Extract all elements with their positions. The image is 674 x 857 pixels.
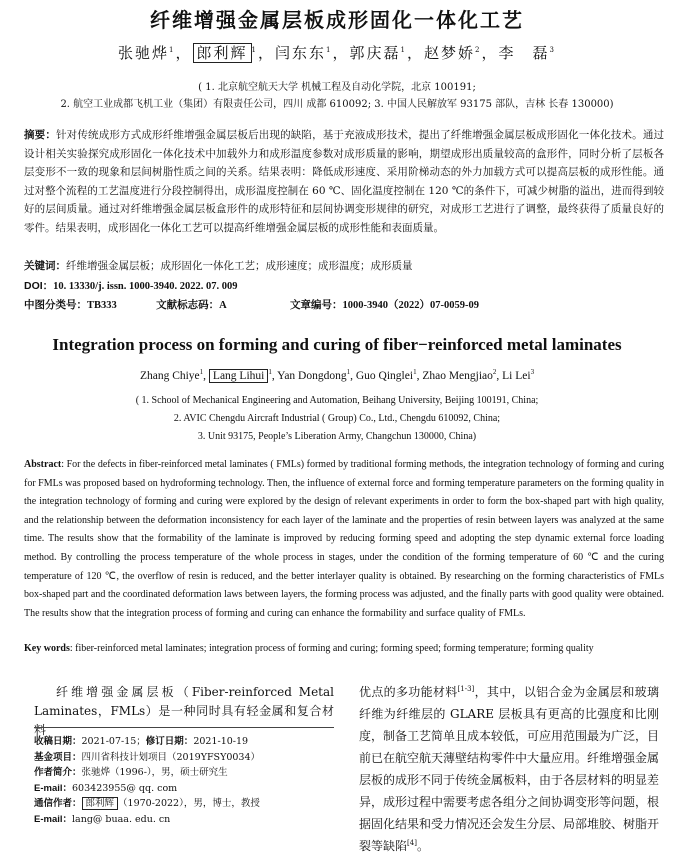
footnote-label: 修订日期：: [145, 736, 194, 747]
footnote-text: 张驰烨（1996-），男，硕士研究生: [81, 767, 228, 778]
footnote-text: 2021-07-15；: [81, 736, 146, 747]
en-author-name: Zhang Chiye: [139, 370, 200, 382]
cn-articleno-label: 文章编号：: [290, 299, 343, 311]
cn-author-separator: ，: [406, 44, 424, 62]
cn-author-name: 李 磊: [498, 44, 550, 62]
footnote-label: 作者简介：: [34, 767, 82, 778]
cn-author-affil-mark: 1: [400, 46, 407, 54]
en-keywords-label: Key words: [24, 643, 70, 654]
en-author-separator: ,: [416, 370, 423, 382]
en-affiliation-line1: ( 1. School of Mechanical Engineering and Automation, Beihang University, Beijing 100191, China;: [135, 395, 539, 406]
cn-author-affil-mark: 3: [549, 46, 556, 54]
en-author-affil-mark: 1: [199, 368, 204, 377]
footnote-row: [34, 812, 344, 828]
cn-author-name: 郎利辉: [193, 43, 252, 63]
cn-author-affil-mark: 1: [251, 46, 258, 54]
cn-author-separator: ，: [481, 44, 499, 62]
cn-clc-label: 中图分类号：: [24, 299, 87, 311]
en-authors: [0, 370, 674, 382]
cn-author-name: 赵梦娇: [424, 44, 476, 62]
en-author-affil-mark: 1: [346, 368, 351, 377]
en-author-name: Guo Qinglei: [355, 370, 414, 382]
cn-title: 纤维增强金属层板成形固化一体化工艺: [150, 10, 524, 32]
en-keywords: [24, 643, 669, 654]
en-abstract-text: : For the defects in fiber-reinforced metal laminates ( FMLs) formed by traditional forming methods, the integration technology of forming and curing for FMLs was proposed based on hydroforming technology. Then, the influence of external force and forming temperature parameters on the forming quality in the integration technology of forming and curing were explored by the design of relevant experiments in order to form the box-shaped part with high quality, and the relationship between the deformation inconsistency for each layer of the laminate and the properties of resin between layers was analyzed at the same time. The results show that the formability of the laminate is improved by reducing forming speed and adopting the step dynamic external force loading method. By controlling the process temperature of the whole process in stages, under the condition of the forming temperature of 60 ℃ and the curing temperature of 120 ℃, the overflow of resin is reduced, and the better interlayer quality is obtained. By researching on the forming characteristics of FMLs box-shaped part and the coordinated deformation laws between layers, the forming process was adjusted, and the finally parts with good quality were obtained. The results show that the integration process of forming and curing can enhance the formability and surface quality of FMLs.: [24, 459, 664, 619]
cn-keywords-text: 纤维增强金属层板；成形固化一体化工艺；成形速度；成形温度；成形质量: [66, 260, 413, 272]
cn-affiliation-line2: 2. 航空工业成都飞机工业（集团）有限责任公司，四川 成都 610092; 3. 中国人民解放军 93175 部队，吉林 长春 130000): [60, 99, 614, 110]
cn-author-name: 张驰烨: [118, 44, 170, 62]
cn-author-name: 郭庆磊: [349, 44, 401, 62]
footnote-row: [34, 781, 344, 797]
citation-mark: [4]: [407, 839, 417, 847]
en-abstract-label: Abstract: [24, 459, 62, 470]
cn-abstract: [24, 126, 664, 238]
cn-doi-label: DOI：: [24, 280, 54, 292]
cn-clc-value: TB333: [87, 300, 117, 311]
footnote-label: E-mail：: [34, 782, 73, 794]
cn-affiliation-line1: ( 1. 北京航空航天大学 机械工程及自动化学院，北京 100191;: [198, 82, 476, 93]
footnote-label: E-mail：: [34, 813, 73, 825]
cn-authors: [0, 42, 674, 63]
footnote-text: 603423955@ qq. com: [72, 782, 178, 794]
footnote-row: [34, 765, 344, 781]
cn-author-affil-mark: 2: [475, 46, 482, 54]
en-affiliation-line3: 3. Unit 93175, People’s Liberation Army, Changchun 130000, China): [197, 431, 477, 442]
cn-doccode-value: A: [219, 300, 227, 311]
en-author-separator: ,: [350, 370, 356, 382]
footnote-label: 基金项目：: [34, 751, 82, 763]
en-author-separator: ,: [203, 370, 209, 382]
cn-abstract-text: 针对传统成形方式成形纤维增强金属层板后出现的缺陷，基于充液成形技术，提出了纤维增强金属层板成形固化一体化技术。通过设计相关实验探究成形固化一体化技术中加载外力和成形温度参数对成形质量的影响，期望成形出质量较高的盒形件，同时分析了层板各层变形不一致的现象和层间树脂性质之间的关系。结果表明：降低成形速度、采用阶梯动态的外力加载方式可以提高层板的成形性能。通过对整个流程的工艺温度进行分段控制得出，成形温度控制在 60 ℃、固化温度控制在 120 ℃的条件下，可减少树脂的溢出，进而得到较好的层间质量。通过对纤维增强金属层板盒形件的成形特征和层间协调变形规律的研究，对成形工艺进行了调整，最终获得了质量良好的零件。结果表明，成形固化一体化工艺可以提高纤维增强金属层板的成形性能和表面质量。: [24, 129, 665, 234]
cn-classification-row: [24, 297, 664, 312]
footnote-text: lang@ buaa. edu. cn: [72, 813, 171, 825]
footnote-rule: [34, 727, 334, 728]
en-author-name: Lang Lihui: [209, 369, 268, 383]
cn-author-name: 闫东东: [275, 44, 327, 62]
en-author-affil-mark: 1: [413, 368, 417, 377]
en-author-affil-mark: 1: [268, 368, 272, 377]
en-author-name: Li Lei: [502, 370, 531, 382]
en-affiliation-line2: 2. AVIC Chengdu Aircraft Industrial ( Group) Co., Ltd., Chengdu 610092, China;: [173, 413, 501, 424]
en-author-separator: ,: [496, 370, 503, 382]
cn-keywords-label: 关键词：: [24, 260, 66, 272]
cn-articleno-value: 1000-3940（2022）07-0059-09: [342, 300, 480, 311]
cn-author-separator: ，: [257, 44, 275, 62]
footnote-row: [34, 734, 344, 750]
footnote-label: 收稿日期：: [34, 736, 82, 747]
footnotes: [34, 734, 344, 827]
footnote-row: [34, 750, 344, 766]
en-author-separator: ,: [271, 370, 278, 382]
footnote-label: 通信作者：: [34, 798, 82, 809]
en-author-affil-mark: 2: [492, 368, 497, 377]
body-left-intro: 纤维增强金属层板（Fiber-reinforced Metal Laminates，FMLs）是一种同时具有轻金属和复合材料: [34, 685, 334, 737]
en-author-name: Zhao Mengjiao: [422, 370, 493, 382]
en-abstract: [24, 456, 664, 623]
footnote-text: （1970-2022），男，博士，教授: [118, 798, 260, 809]
footnote-text: 2021-10-19: [193, 736, 249, 747]
cn-author-affil-mark: 1: [169, 46, 176, 54]
cn-doccode-label: 文献标志码：: [156, 299, 220, 311]
footnote-row: [34, 796, 344, 812]
cn-author-separator: ，: [332, 44, 350, 62]
citation-mark: [1-3]: [457, 685, 475, 693]
en-author-name: Yan Dongdong: [277, 370, 347, 382]
cn-doi-text: 10. 13330/j. issn. 1000-3940. 2022. 07. 009: [53, 281, 238, 292]
en-keywords-text: : fiber-reinforced metal laminates; integration process of forming and curing; forming speed; forming temperature; forming quality: [69, 643, 594, 654]
cn-keywords: [24, 258, 664, 273]
cn-author-affil-mark: 1: [326, 46, 333, 54]
cn-doi: [24, 278, 238, 293]
en-title: Integration process on forming and curing of fiber−reinforced metal laminates: [52, 335, 622, 354]
footnote-boxed-name: 郎利辉: [82, 797, 119, 810]
body-right-text: 优点的多功能材料[1-3]，其中，以铝合金为金属层和玻璃纤维为纤维层的 GLARE 层板具有更高的比强度和比刚度，制备工艺简单且成本较低，可应用范围最为广泛，目前已在航空航天薄壁结构零件中大量应用。纤维增强金属层板的成形不同于传统金属板料，由于各层材料的明显差异，成形过程中需要考虑各组分之间协调变形等问题，根据固化结果和受力情况还会发生分层、局部堆胶、树脂开裂等缺陷[4]。: [359, 685, 660, 853]
cn-author-separator: ，: [175, 44, 193, 62]
cn-abstract-label: 摘要：: [24, 129, 57, 141]
footnote-text: 四川省科技计划项目（2019YFSY0034）: [81, 751, 261, 763]
en-author-affil-mark: 3: [530, 368, 535, 377]
